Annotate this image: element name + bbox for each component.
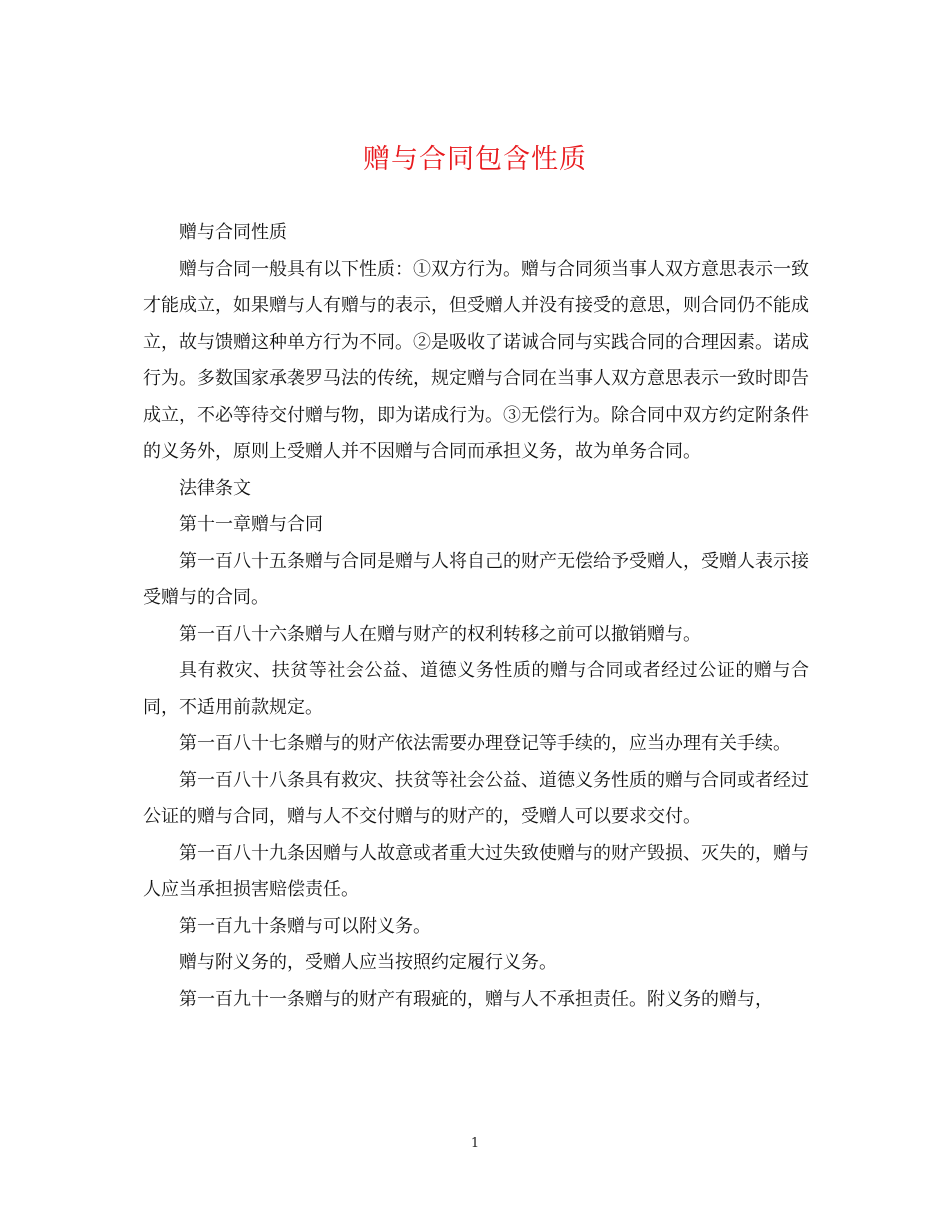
paragraph-chapter-eleven: 第十一章赠与合同 <box>179 514 323 535</box>
paragraph-article-186-exception: 具有救灾、扶贫等社会公益、道德义务性质的赠与合同或者经过公证的赠与合同，不适用前款规定。 <box>143 660 809 718</box>
document-body <box>143 215 809 1018</box>
paragraph-article-186: 第一百八十六条赠与人在赠与财产的权利转移之前可以撤销赠与。 <box>179 623 701 645</box>
document-title: 赠与合同包含性质 <box>363 144 587 175</box>
paragraph-heading-legal-provisions: 法律条文 <box>179 477 251 499</box>
paragraph-article-191: 第一百九十一条赠与的财产有瑕疵的，赠与人不承担责任。附义务的赠与， <box>179 988 773 1010</box>
paragraph-heading-nature: 赠与合同性质 <box>179 222 287 243</box>
paragraph-article-189: 第一百八十九条因赠与人故意或者重大过失致使赠与的财产毁损、灭失的，赠与人应当承担损害赔偿责任。 <box>143 842 809 900</box>
paragraph-article-190: 第一百九十条赠与可以附义务。 <box>179 915 431 937</box>
paragraph-article-190-obligation: 赠与附义务的，受赠人应当按照约定履行义务。 <box>179 952 557 973</box>
paragraph-article-188: 第一百八十八条具有救灾、扶贫等社会公益、道德义务性质的赠与合同或者经过公证的赠与合同，赠与人不交付赠与的财产的，受赠人可以要求交付。 <box>143 769 809 827</box>
page-number: 1 <box>470 1136 480 1151</box>
paragraph-article-187: 第一百八十七条赠与的财产依法需要办理登记等手续的，应当办理有关手续。 <box>179 733 791 754</box>
paragraph-article-185: 第一百八十五条赠与合同是赠与人将自己的财产无偿给予受赠人，受赠人表示接受赠与的合同。 <box>143 550 809 608</box>
paragraph-nature-description: 赠与合同一般具有以下性质：①双方行为。赠与合同须当事人双方意思表示一致才能成立，如果赠与人有赠与的表示，但受赠人并没有接受的意思，则合同仍不能成立，故与馈赠这种单方行为不同。②是吸收了诺诚合同与实践合同的合理因素。诺成行为。多数国家承袭罗马法的传统，规定赠与合同在当事人双方意思表示一致时即告成立，不必等待交付赠与物，即为诺成行为。③无偿行为。除合同中双方约定附条件的义务外，原则上受赠人并不因赠与合同而承担义务，故为单务合同。 <box>143 258 809 462</box>
